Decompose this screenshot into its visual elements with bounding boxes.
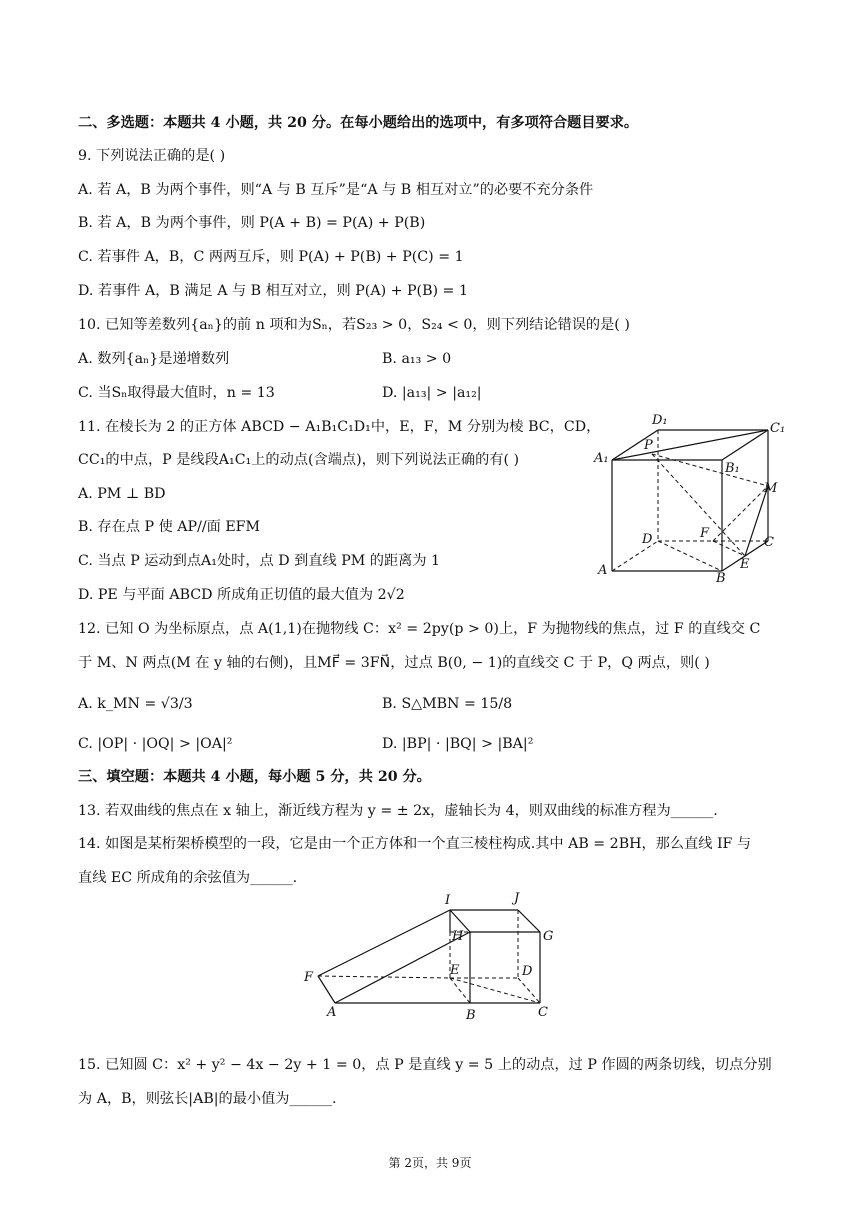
q9-option-c: C. 若事件 A，B，C 两两互斥，则 P(A) + P(B) + P(C) = 1	[78, 249, 464, 265]
label-d: D	[642, 532, 653, 547]
q14-stem-line1: 14. 如图是某桁架桥模型的一段，它是由一个正方体和一个直三棱柱构成.其中 AB = 2BH，那么直线 IF 与	[78, 836, 752, 852]
label-j: J	[514, 891, 520, 906]
label-c: C	[538, 1005, 548, 1020]
label-e: E	[450, 963, 460, 978]
label-p: P	[644, 438, 653, 453]
q11-stem-line2: CC₁的中点，P 是线段A₁C₁上的动点(含端点)，则下列说法正确的有( )	[78, 452, 520, 468]
label-a1: A₁	[594, 451, 609, 466]
q11-stem-line1: 11. 在棱长为 2 的正方体 ABCD − A₁B₁C₁D₁中，E，F，M 分别为棱 BC，CD，	[78, 419, 601, 435]
q12-option-c: C. |OP| · |OQ| > |OA|²	[78, 736, 233, 752]
label-i: I	[445, 893, 451, 908]
q14-stem-line2: 直线 EC 所成角的余弦值为______.	[78, 870, 298, 886]
q15-stem-line2: 为 A，B，则弦长|AB|的最小值为______.	[78, 1091, 337, 1107]
truss-bridge-figure	[300, 888, 570, 1023]
section2-heading: 二、多选题：本题共 4 小题，共 20 分。在每小题给出的选项中，有多项符合题目要求。	[78, 115, 639, 131]
q9-option-b: B. 若 A，B 为两个事件，则 P(A + B) = P(A) + P(B)	[78, 215, 426, 231]
q11-option-a: A. PM ⊥ BD	[78, 486, 166, 502]
q12-stem-line1: 12. 已知 O 为坐标原点，点 A(1,1)在抛物线 C：x² = 2py(p > 0)上，F 为抛物线的焦点，过 F 的直线交 C	[78, 621, 761, 637]
page-footer: 第 2页，共 9页	[388, 1156, 472, 1170]
label-b: B	[466, 1008, 476, 1023]
q9-option-a: A. 若 A，B 为两个事件，则“A 与 B 互斥”是“A 与 B 相互对立”的必要不充分条件	[78, 182, 594, 198]
label-a: A	[327, 1005, 337, 1020]
label-c1: C₁	[770, 421, 786, 436]
q13-stem: 13. 若双曲线的焦点在 x 轴上，渐近线方程为 y = ± 2x，虚轴长为 4，则双曲线的标准方程为______.	[78, 803, 718, 819]
label-h: H	[452, 929, 464, 944]
label-e: E	[740, 557, 750, 572]
q10-option-b: B. a₁₃ > 0	[382, 351, 452, 367]
q10-option-a: A. 数列{aₙ}是递增数列	[78, 351, 230, 367]
q15-stem-line1: 15. 已知圆 C：x² + y² − 4x − 2y + 1 = 0，点 P 是直线 y = 5 上的动点，过 P 作圆的两条切线，切点分别	[78, 1057, 772, 1073]
q9-option-d: D. 若事件 A，B 满足 A 与 B 相互对立，则 P(A) + P(B) = 1	[78, 283, 468, 299]
label-b: B	[716, 571, 726, 586]
q12-option-d: D. |BP| · |BQ| > |BA|²	[382, 736, 534, 752]
q12-stem-line2: 于 M、N 两点(M 在 y 轴的右侧)，且MF⃗ = 3FN⃗，过点 B(0, − 1)的直线交 C 于 P，Q 两点，则( )	[78, 655, 710, 671]
q12-option-a: A. k_MN = √3/3	[78, 696, 193, 712]
q10-option-d: D. |a₁₃| > |a₁₂|	[382, 385, 482, 401]
q11-option-d: D. PE 与平面 ABCD 所成角正切值的最大值为 2√2	[78, 587, 405, 603]
label-d: D	[522, 964, 533, 979]
label-f: F	[700, 526, 710, 541]
label-m: M	[764, 481, 778, 496]
q10-stem: 10. 已知等差数列{aₙ}的前 n 项和为Sₙ，若S₂₃ > 0，S₂₄ < 0，则下列结论错误的是( )	[78, 317, 630, 333]
q9-stem: 9. 下列说法正确的是( )	[78, 148, 226, 164]
q10-option-c: C. 当Sₙ取得最大值时，n = 13	[78, 385, 275, 401]
section3-heading: 三、填空题：本题共 4 小题，每小题 5 分，共 20 分。	[78, 769, 431, 785]
q11-option-c: C. 当点 P 运动到点A₁处时，点 D 到直线 PM 的距离为 1	[78, 553, 441, 569]
label-c: C	[764, 535, 774, 550]
label-g: G	[543, 929, 554, 944]
cube-figure	[592, 408, 792, 588]
label-f: F	[304, 970, 314, 985]
label-b1: B₁	[725, 461, 740, 476]
q12-option-b: B. S△MBN = 15/8	[382, 696, 513, 712]
q11-option-b: B. 存在点 P 使 AP//面 EFM	[78, 519, 261, 535]
label-a: A	[598, 563, 608, 578]
label-d1: D₁	[652, 413, 668, 428]
